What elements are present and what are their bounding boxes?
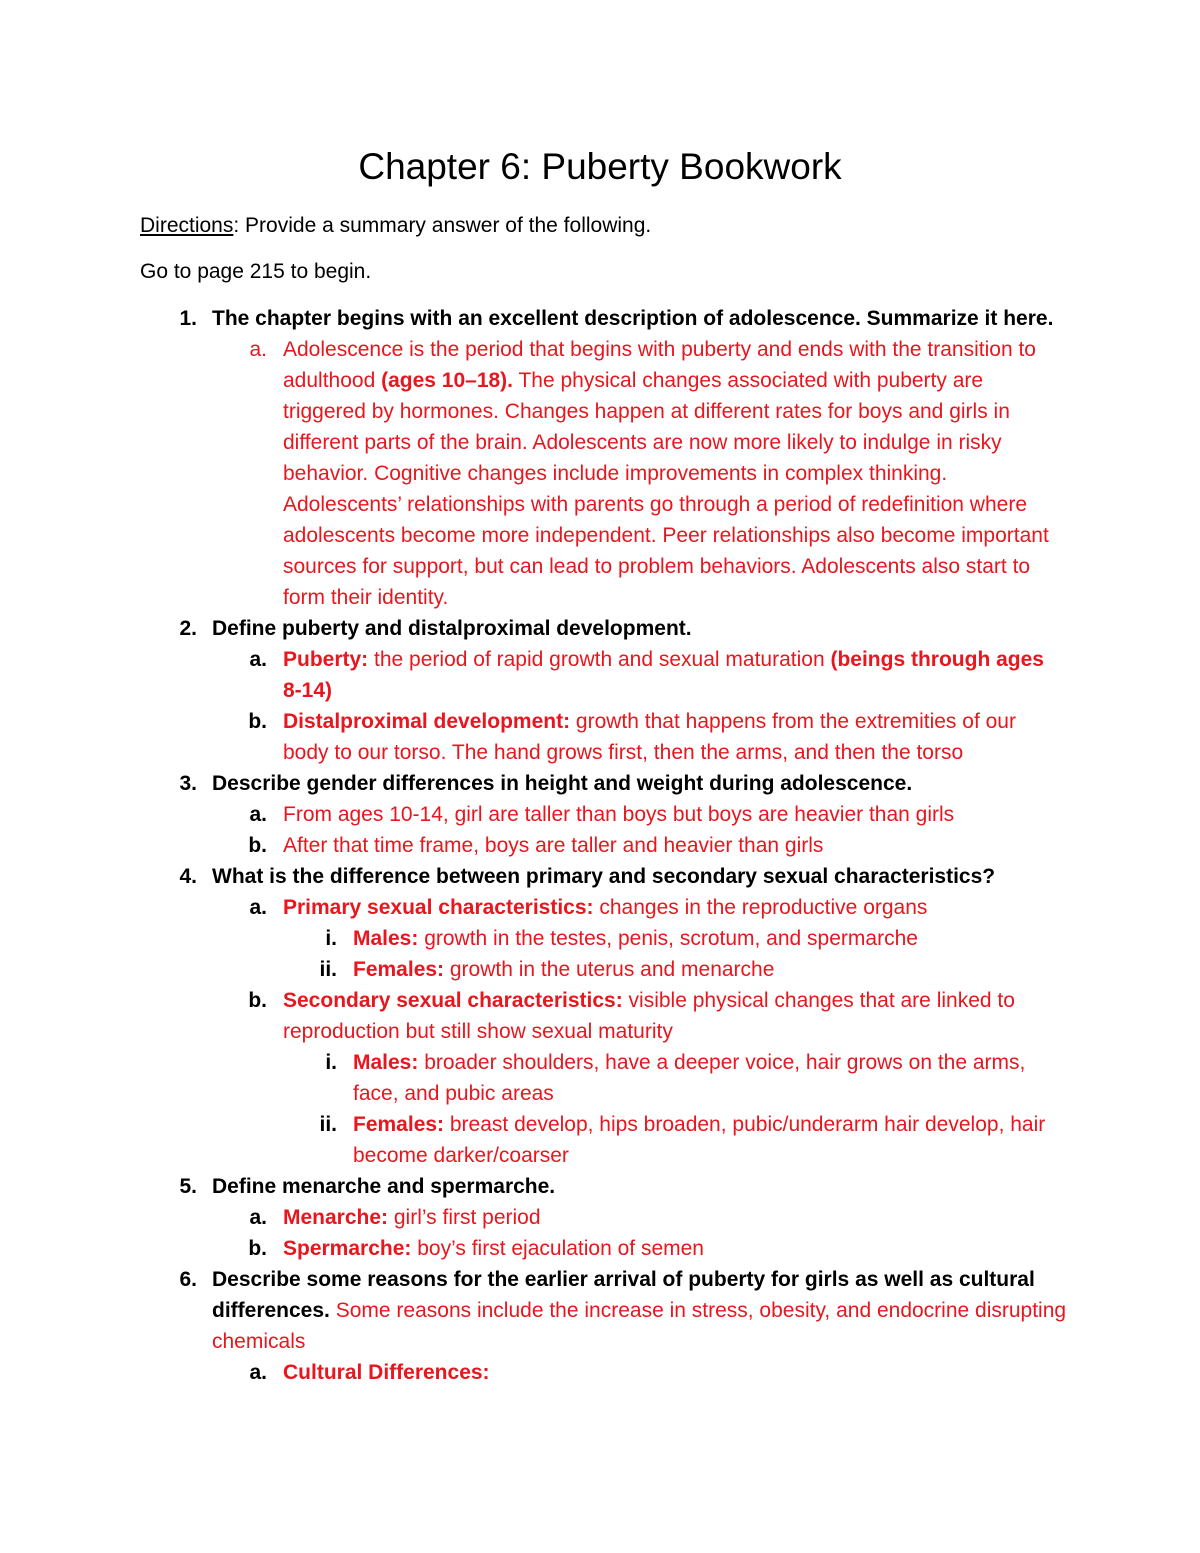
answer-text [283,334,1063,613]
answer-4a [0,892,1200,923]
term: Distalproximal development: [283,710,571,733]
list-marker: i. [325,927,337,950]
question-number: 4. [179,865,197,888]
list-marker: b. [248,710,267,733]
answer-text [283,1233,1063,1264]
answer-2b [0,706,1200,768]
inline-answer: Some reasons include the increase in stress, obesity, and endocrine disrupting chemicals [212,1299,1067,1353]
page-title: Chapter 6: Puberty Bookwork [358,146,842,187]
definition: broader shoulders, have a deeper voice, hair grows on the arms, face, and pubic areas [353,1051,1026,1105]
definition: boy’s first ejaculation of semen [411,1237,704,1260]
list-marker: b. [248,834,267,857]
definition: girl’s first period [388,1206,541,1229]
list-marker: a. [249,338,267,361]
question-5 [0,1171,1200,1202]
term: Puberty: [283,648,369,671]
start-page-note: Go to page 215 to begin. [140,260,372,283]
answer-4b-i [0,1047,1200,1109]
answer-text [353,1109,1053,1171]
question-text: Describe gender differences in height and weight during adolescence. [212,772,913,795]
term: Primary sexual characteristics: [283,896,594,919]
question-text: Define puberty and distalproximal development. [212,617,692,640]
directions [140,212,651,240]
list-marker: i. [325,1051,337,1074]
question-6 [0,1264,1200,1357]
answer-bold: (beings through ages 8-14) [283,648,1044,702]
answer-4b [0,985,1200,1047]
term: Females: [353,1113,445,1136]
answer-6a [0,1357,1200,1388]
answer-text: From ages 10-14, girl are taller than boys but boys are heavier than girls [283,803,955,826]
question-number: 5. [179,1175,197,1198]
question-text [212,1264,1072,1357]
answer-5b [0,1233,1200,1264]
question-text: The chapter begins with an excellent description of adolescence. Summarize it here. [212,307,1054,330]
definition: the period of rapid growth and sexual maturation [368,648,831,671]
definition: changes in the reproductive organs [593,896,928,919]
definition: growth in the testes, penis, scrotum, and spermarche [418,927,918,950]
answer-4a-i [0,923,1200,954]
answer-text [283,644,1063,706]
list-marker: a. [249,1361,267,1384]
question-text: Define menarche and spermarche. [212,1175,556,1198]
answer-3a [0,799,1200,830]
answer-text [283,1202,1063,1233]
answer-text-part: Adolescence is the period that begins with puberty and ends with the transition to adulthood [283,338,1036,392]
question-1 [0,303,1200,334]
answer-2a [0,644,1200,706]
answer-text [353,923,1053,954]
answer-text [283,706,1063,768]
question-4 [0,861,1200,892]
directions-label: Directions [140,214,234,237]
list-marker: b. [248,1237,267,1260]
answer-text [353,1047,1053,1109]
answer-text-part: The physical changes associated with puberty are triggered by hormones. Changes happen at different rates for boys and girls in different parts of the brain. Adolescents are now more likely to indulge in risky behavior. Cognitive changes include improvements in complex thinking. Adolescents’ relationships with parents go through a period of redefinition where adolescents become more independent. Peer relationships also become important sources for support, but can lead to problem behaviors. Adolescents also start to form their identity. [283,369,1049,609]
list-marker: b. [248,989,267,1012]
definition: growth that happens from the extremities of our body to our torso. The hand grows first, then the arms, and then the torso [283,710,1016,764]
answer-text: After that time frame, boys are taller and heavier than girls [283,834,824,857]
answer-bold: (ages 10–18). [381,369,514,392]
list-marker: a. [249,803,267,826]
list-marker: ii. [319,1113,337,1136]
term: Spermarche: [283,1237,412,1260]
answer-4b-ii [0,1109,1200,1171]
term: Females: [353,958,445,981]
list-marker: a. [249,648,267,671]
term: Males: [353,1051,419,1074]
question-2 [0,613,1200,644]
question-number: 3. [179,772,197,795]
question-3 [0,768,1200,799]
question-number: 2. [179,617,197,640]
question-list [0,303,1200,1388]
answer-1a [0,334,1200,613]
question-text: What is the difference between primary and secondary sexual characteristics? [212,865,996,888]
term: Secondary sexual characteristics: [283,989,623,1012]
question-bold: Describe some reasons for the earlier arrival of puberty for girls as well as cultural differences. [212,1268,1035,1322]
definition: breast develop, hips broaden, pubic/underarm hair develop, hair become darker/coarser [353,1113,1046,1167]
answer-text [283,892,1063,923]
answer-5a [0,1202,1200,1233]
question-number: 6. [179,1268,197,1291]
answer-text [283,985,1063,1047]
question-number: 1. [179,307,197,330]
term: Males: [353,927,419,950]
list-marker: a. [249,896,267,919]
definition: growth in the uterus and menarche [444,958,775,981]
list-marker: a. [249,1206,267,1229]
answer-4a-ii [0,954,1200,985]
answer-text [353,954,1053,985]
answer-text: Cultural Differences: [283,1361,490,1384]
answer-3b [0,830,1200,861]
term: Menarche: [283,1206,389,1229]
directions-text: : Provide a summary answer of the following. [233,214,652,237]
definition: visible physical changes that are linked to reproduction but still show sexual maturity [283,989,1015,1043]
list-marker: ii. [319,958,337,981]
